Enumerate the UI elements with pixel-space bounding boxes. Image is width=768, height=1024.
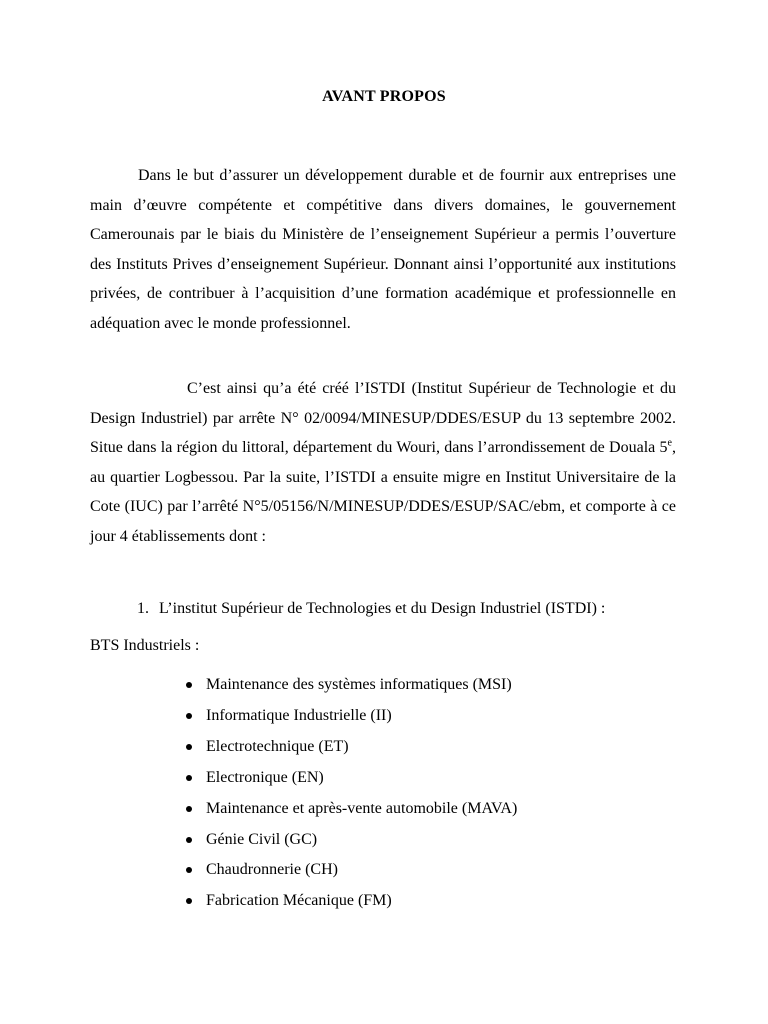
list-item <box>186 701 517 732</box>
paragraph-istdi-text-b: , au quartier Logbessou. Par la suite, l’ISTDI a ensuite migre en Institut Universitaire de la Cote (IUC) par l’arrêté N°5/05156/N/MINESUP/DDES/ESUP/SAC/ebm, et comporte à ce jour 4 établissements dont : <box>90 439 676 545</box>
bullet-icon <box>186 898 192 904</box>
paragraph-istdi <box>90 374 676 551</box>
list-item <box>186 825 517 856</box>
numbered-item-text: L’institut Supérieur de Technologies et du Design Industriel (ISTDI) : <box>159 600 606 617</box>
list-item <box>186 855 517 886</box>
paragraph-istdi-text-a: C’est ainsi qu’a été créé l’ISTDI (Institut Supérieur de Technologie et du Design Industriel) par arrête N° 02/0094/MINESUP/DDES/ESUP du 13 septembre 2002. Situe dans la région du littoral, département du Wouri, dans l’arrondissement de Douala 5 <box>90 380 676 456</box>
bullet-icon <box>186 867 192 873</box>
page-title: AVANT PROPOS <box>322 88 446 105</box>
paragraph-intro: Dans le but d’assurer un développement durable et de fournir aux entreprises une main d’œuvre compétente et compétitive dans divers domaines, le gouvernement Camerounais par le biais du Ministère de l’enseignement Supérieur a permis l’ouverture des Instituts Prives d’enseignement Supérieur. Donnant ainsi l’opportunité aux institutions privées, de contribuer à l’acquisition d’une formation académique et professionnelle en adéquation avec le monde professionnel. <box>90 167 676 332</box>
bullet-icon <box>186 713 192 719</box>
list-item-text: Electronique (EN) <box>206 768 324 786</box>
numbered-item-number: 1. <box>137 600 149 617</box>
list-item-text: Maintenance des systèmes informatiques (MSI) <box>206 676 512 693</box>
bullet-icon <box>186 775 192 781</box>
list-item-text: Génie Civil (GC) <box>206 830 318 848</box>
bullet-icon <box>186 837 192 843</box>
list-item <box>186 886 517 917</box>
superscript-e: e <box>667 437 672 449</box>
list-item-text: Chaudronnerie (CH) <box>206 861 338 879</box>
bullet-icon <box>186 744 192 750</box>
subheading-bts: BTS Industriels : <box>90 637 200 654</box>
bullet-icon <box>186 682 192 688</box>
bullet-icon <box>186 806 192 812</box>
list-item <box>186 763 517 794</box>
list-item <box>186 794 517 825</box>
list-item-text: Informatique Industrielle (II) <box>206 706 392 724</box>
list-item-text: Fabrication Mécanique (FM) <box>206 892 392 910</box>
bullet-list-bts <box>186 670 517 917</box>
list-item <box>186 732 517 763</box>
list-item-text: Electrotechnique (ET) <box>206 737 349 755</box>
numbered-item-istdi <box>137 594 605 624</box>
list-item <box>186 670 517 701</box>
list-item-text: Maintenance et après-vente automobile (MAVA) <box>206 799 518 817</box>
